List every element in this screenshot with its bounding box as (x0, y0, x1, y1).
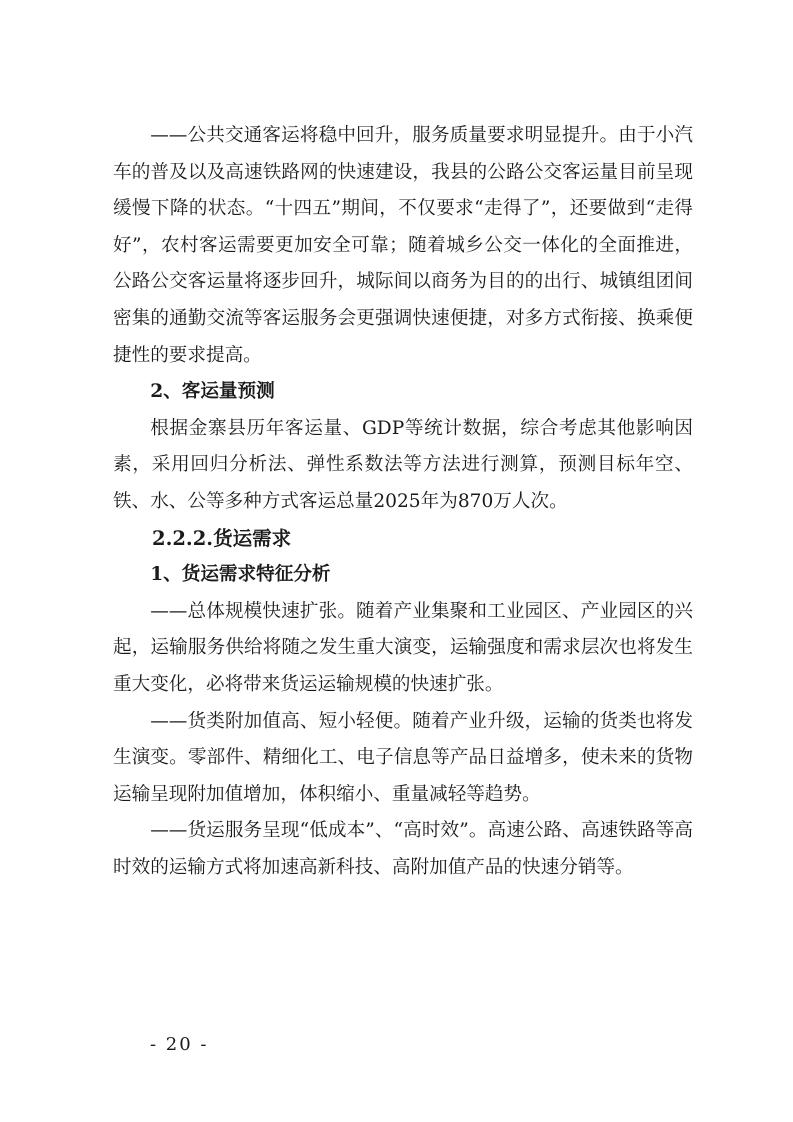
heading-passenger-forecast: 2、客运量预测 (150, 381, 275, 403)
paragraph-public-transport: ——公共交通客运将稳中回升，服务质量要求明显提升。由于小汽车的普及以及高速铁路网的快速建设，我县的公路公交客运量目前呈现缓慢下降的状态。“十四五”期间，不仅要求“走得了”，还要做到“走得好”，农村客运需要更加安全可靠；随着城乡公交一体化的全面推进，公路公交客运量将逐步回升，城际间以商务为目的的出行、城镇组团间密集的通勤交流等客运服务会更强调快速便捷，对多方式衔接、换乘便捷性的要求提高。 (113, 125, 693, 366)
section-heading-freight-demand: 2.2.2.货运需求 (152, 526, 292, 550)
document-body (113, 118, 693, 886)
paragraph-freight-service: ——货运服务呈现“低成本”、“高时效”。高速公路、高速铁路等高时效的运输方式将加速高新科技、高附加值产品的快速分销等。 (113, 820, 693, 878)
paragraph-high-value-goods: ——货类附加值高、短小轻便。随着产业升级，运输的货类也将发生演变。零部件、精细化工、电子信息等产品日益增多，使未来的货物运输呈现附加值增加，体积缩小、重量减轻等趋势。 (113, 710, 693, 805)
paragraph-passenger-forecast: 根据金寨县历年客运量、GDP等统计数据，综合考虑其他影响因素，采用回归分析法、弹性系数法等方法进行测算，预测目标年空、铁、水、公等多种方式客运总量2025年为870万人次。 (113, 417, 693, 512)
paragraph-scale-expansion: ——总体规模快速扩张。随着产业集聚和工业园区、产业园区的兴起，运输服务供给将随之发生重大演变，运输强度和需求层次也将发生重大变化，必将带来货运运输规模的快速扩张。 (113, 600, 693, 695)
page-number: - 20 - (150, 1034, 209, 1055)
heading-freight-characteristics: 1、货运需求特征分析 (150, 564, 331, 586)
